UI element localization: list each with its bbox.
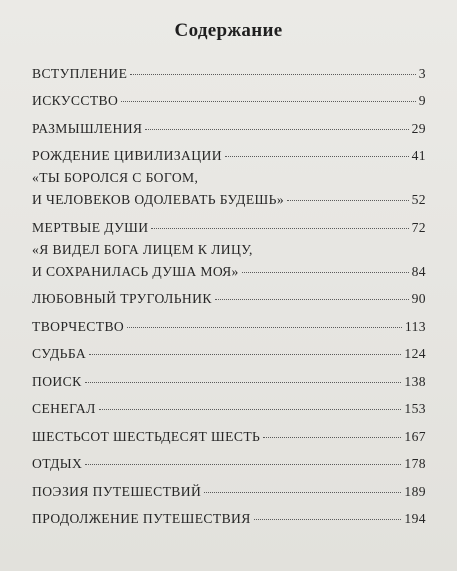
toc-page-number: 9 [418,93,426,108]
toc-entry-title: ПРОДОЛЖЕНИЕ ПУТЕШЕСТВИЯ [32,511,251,526]
toc-entry-title: ПОИСК [32,373,82,389]
table-of-contents [32,59,426,532]
toc-page-number: 153 [404,401,426,416]
toc-entry-line [32,191,426,209]
toc-entry-title: ТВОРЧЕСТВО [32,318,125,334]
dot-leader [204,492,401,493]
toc-entry[interactable] [32,114,426,142]
toc-entry[interactable] [32,450,426,478]
toc-entry[interactable] [32,422,426,450]
dot-leader [130,74,415,75]
toc-entry[interactable] [32,395,426,423]
dot-leader [145,129,408,130]
toc-entry-line [32,455,426,473]
toc-entry-title: СЕНЕГАЛ [32,401,96,416]
toc-page-number: 84 [411,263,426,279]
toc-entry-line [32,428,426,446]
toc-entry-title: ЛЮБОВНЫЙ ТРУГОЛЬНИК [32,291,212,306]
dot-leader [99,409,402,410]
toc-page-number: 189 [404,483,426,499]
toc-page-number: 90 [411,291,426,306]
dot-leader [85,382,402,383]
toc-entry-line [32,483,426,501]
toc-entry[interactable] [32,142,426,170]
toc-page-number: 41 [411,148,426,163]
dot-leader [263,437,401,438]
dot-leader [254,519,402,520]
toc-entry-line [32,510,426,528]
toc-page-number: 3 [418,65,426,81]
dot-leader [287,200,409,201]
dot-leader [215,299,409,300]
toc-entry[interactable] [32,477,426,505]
toc-page-number: 124 [404,346,426,361]
dot-leader [242,272,409,273]
toc-page-number: 113 [404,318,426,334]
toc-page-number: 194 [404,511,426,526]
toc-entry-title: ИСКУССТВО [32,93,119,108]
toc-entry-title: МЕРТВЫЕ ДУШИ [32,219,149,235]
toc-entry-title: СУДЬБА [32,346,87,361]
toc-entry-line [32,373,426,391]
toc-page-number: 52 [411,192,426,207]
dot-leader [127,327,402,328]
toc-entry-line [32,290,426,308]
toc-entry-line [32,400,426,418]
toc-entry-line [32,263,426,281]
toc-entry[interactable] [32,505,426,533]
toc-entry[interactable] [32,59,426,87]
toc-entry[interactable] [32,213,426,241]
toc-entry-title-line: «ТЫ БОРОЛСЯ С БОГОМ, [32,170,199,185]
toc-page-number: 72 [411,219,426,235]
toc-entry-title: И СОХРАНИЛАСЬ ДУША МОЯ» [32,263,239,279]
dot-leader [225,156,409,157]
toc-entry-line [32,219,426,237]
toc-page-number: 178 [404,456,426,471]
dot-leader [89,354,401,355]
toc-entry-title: РОЖДЕНИЕ ЦИВИЛИЗАЦИИ [32,148,222,163]
toc-page-number: 29 [411,120,426,136]
toc-entry-title: РАЗМЫШЛЕНИЯ [32,120,143,136]
toc-entry-line [32,147,426,165]
toc-entry-line [32,65,426,83]
toc-entry[interactable] [32,312,426,340]
toc-entry-title: И ЧЕЛОВЕКОВ ОДОЛЕВАТЬ БУДЕШЬ» [32,192,285,207]
toc-entry-line [32,318,426,336]
toc-entry[interactable] [32,169,426,213]
dot-leader [85,464,401,465]
toc-entry-title-line: «Я ВИДЕЛ БОГА ЛИЦЕМ К ЛИЦУ, [32,241,253,257]
toc-entry[interactable] [32,285,426,313]
toc-entry-title: ШЕСТЬСОТ ШЕСТЬДЕСЯТ ШЕСТЬ [32,428,261,444]
dot-leader [121,101,416,102]
toc-entry[interactable] [32,340,426,368]
toc-page-number: 138 [404,373,426,389]
toc-entry[interactable] [32,87,426,115]
toc-entry-title: ПОЭЗИЯ ПУТЕШЕСТВИЙ [32,483,202,499]
toc-entry-line [32,345,426,363]
toc-entry[interactable] [32,367,426,395]
dot-leader [151,228,408,229]
toc-page-number: 167 [404,428,426,444]
page-title: Содержание [174,20,283,41]
toc-entry[interactable] [32,241,426,285]
toc-entry-line [32,92,426,110]
toc-entry-title: ОТДЫХ [32,456,83,471]
toc-entry-line [32,120,426,138]
toc-entry-title: ВСТУПЛЕНИЕ [32,65,128,81]
